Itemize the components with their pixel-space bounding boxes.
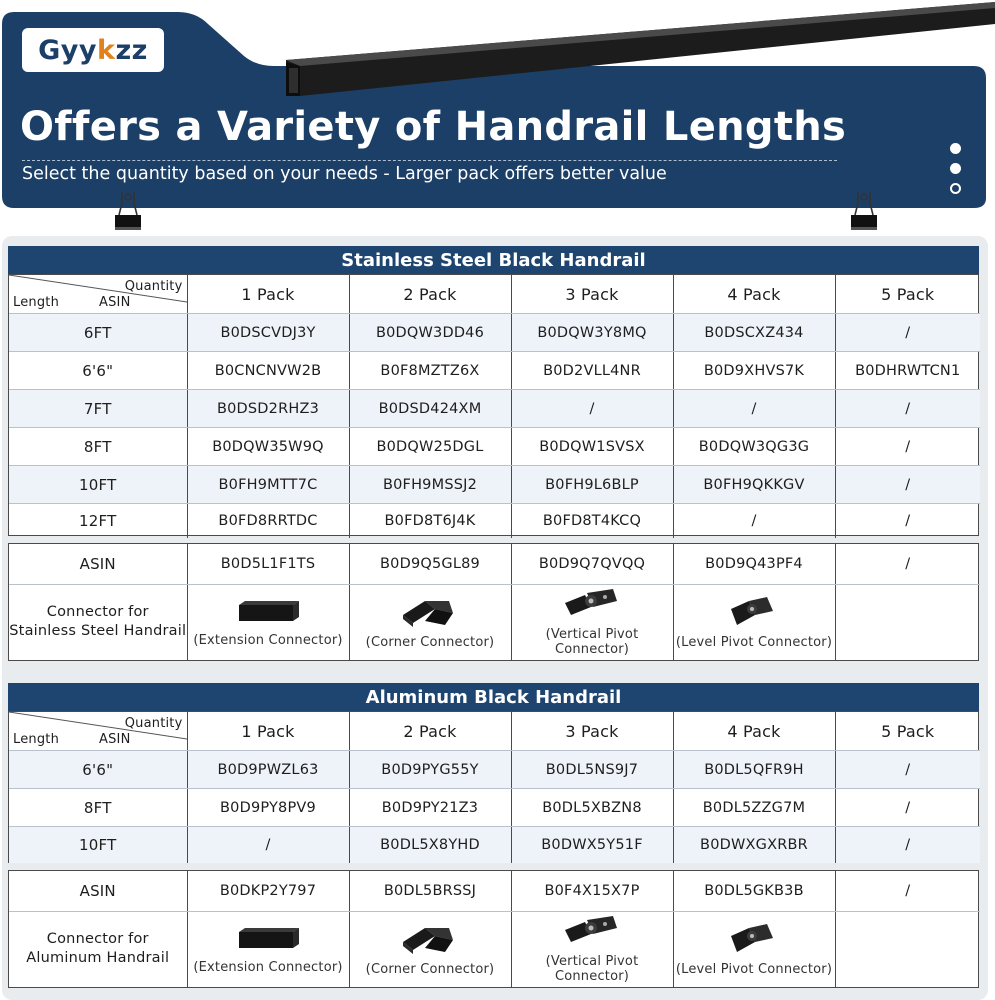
connector-caption: (Level Pivot Connector)	[675, 634, 833, 650]
asin-header: ASIN	[99, 295, 131, 310]
asin-cell[interactable]: B0DWXGXRBR	[673, 827, 835, 863]
asin-cell[interactable]: B0D2VLL4NR	[511, 352, 673, 390]
pack-header: 4 Pack	[673, 712, 835, 751]
connector-label-line: Connector for	[46, 931, 149, 948]
length-cell: 8FT	[9, 428, 187, 466]
length-cell: 10FT	[9, 827, 187, 863]
page-subtitle: Select the quantity based on your needs - Larger pack offers better value	[22, 164, 667, 184]
asin-cell[interactable]: B0DQW1SVSX	[511, 428, 673, 466]
asin-cell: /	[835, 314, 980, 352]
asin-cell[interactable]: B0D9Q7QVQQ	[511, 544, 673, 584]
connector-cell	[673, 911, 835, 987]
banner	[0, 0, 995, 235]
connector-cell	[511, 584, 673, 660]
stainless-connector-table	[8, 543, 979, 661]
pack-header: 1 Pack	[187, 275, 349, 314]
corner-connector-icon	[395, 922, 465, 956]
connector-asin-label: ASIN	[9, 871, 187, 911]
asin-cell[interactable]: B0CNCNVW2B	[187, 352, 349, 390]
length-cell: 6FT	[9, 314, 187, 352]
table-row	[9, 584, 980, 660]
pack-header: 2 Pack	[349, 712, 511, 751]
length-cell: 7FT	[9, 390, 187, 428]
connector-cell	[349, 911, 511, 987]
page-title: Offers a Variety of Handrail Lengths	[20, 104, 847, 150]
asin-cell[interactable]: B0DL5BRSSJ	[349, 871, 511, 911]
asin-cell: /	[905, 512, 911, 529]
carousel-dot-2[interactable]	[950, 163, 961, 174]
asin-cell[interactable]: B0FD8T4KCQ	[511, 504, 673, 538]
length-header: Length	[13, 732, 60, 747]
carousel-dot-3[interactable]	[950, 183, 961, 194]
asin-cell[interactable]: B0D9Q43PF4	[673, 544, 835, 584]
asin-cell[interactable]: B0DSCVDJ3Y	[187, 314, 349, 352]
table-row	[9, 544, 980, 584]
extension-connector-icon	[233, 597, 303, 627]
connector-caption: (Vertical Pivot Connector)	[545, 954, 639, 985]
asin-cell[interactable]: B0DQW3QG3G	[673, 428, 835, 466]
connector-caption: (Extension Connector)	[193, 959, 343, 975]
connector-cell	[673, 584, 835, 660]
asin-cell[interactable]: B0DQW3Y8MQ	[511, 314, 673, 352]
asin-cell[interactable]: B0D9XHVS7K	[673, 352, 835, 390]
asin-cell: /	[511, 390, 673, 428]
connector-caption: (Extension Connector)	[193, 632, 343, 648]
table-row	[9, 314, 980, 352]
connector-label-line: Stainless Steel Handrail	[9, 623, 187, 640]
corner-connector-icon	[395, 595, 465, 629]
asin-cell[interactable]: B0DL5X8YHD	[349, 827, 511, 863]
quantity-header: Quantity	[124, 279, 183, 294]
asin-cell: /	[835, 827, 980, 863]
asin-cell[interactable]: B0D9PWZL63	[187, 751, 349, 789]
level-pivot-connector-icon	[719, 922, 789, 956]
asin-cell[interactable]: B0D9PY8PV9	[187, 789, 349, 827]
asin-cell: /	[673, 390, 835, 428]
connector-row-label	[9, 911, 187, 987]
table-header-row	[9, 712, 980, 751]
asin-cell: /	[673, 504, 835, 538]
asin-cell[interactable]: B0FH9L6BLP	[511, 466, 673, 504]
pack-header: 5 Pack	[835, 712, 980, 751]
length-header: Length	[13, 295, 60, 310]
asin-header: ASIN	[99, 732, 131, 747]
asin-cell[interactable]: B0FH9MTT7C	[187, 466, 349, 504]
vertical-pivot-connector-icon	[557, 914, 627, 948]
asin-cell[interactable]: B0F8MZTZ6X	[349, 352, 511, 390]
asin-cell: /	[835, 466, 980, 504]
asin-cell[interactable]: B0DL5NS9J7	[511, 751, 673, 789]
asin-cell: /	[835, 789, 980, 827]
asin-cell[interactable]: B0DL5GKB3B	[673, 871, 835, 911]
pack-header: 3 Pack	[511, 712, 673, 751]
asin-cell[interactable]: B0DSD2RHZ3	[187, 390, 349, 428]
connector-label-line: Connector for	[46, 604, 149, 621]
extension-connector-icon	[233, 924, 303, 954]
asin-cell[interactable]: B0DL5ZZG7M	[673, 789, 835, 827]
connector-cell	[187, 584, 349, 660]
table-row	[9, 466, 980, 504]
asin-cell[interactable]: B0F4X15X7P	[511, 871, 673, 911]
stainless-section-title: Stainless Steel Black Handrail	[8, 246, 979, 274]
length-cell: 12FT	[9, 504, 187, 538]
length-cell: 6'6"	[9, 352, 187, 390]
asin-cell[interactable]: B0D9PYG55Y	[349, 751, 511, 789]
brand-logo: Gyy k zz	[22, 28, 164, 72]
stainless-asin-table	[8, 274, 979, 536]
table-row	[9, 911, 980, 987]
quantity-header: Quantity	[124, 716, 183, 731]
asin-cell[interactable]: B0D9Q5GL89	[349, 544, 511, 584]
asin-cell[interactable]: B0DQW35W9Q	[187, 428, 349, 466]
table-row	[9, 428, 980, 466]
asin-cell: /	[835, 751, 980, 789]
asin-cell[interactable]: B0D5L1F1TS	[187, 544, 349, 584]
asin-cell[interactable]: B0DL5XBZN8	[511, 789, 673, 827]
table-row	[9, 390, 980, 428]
asin-cell: /	[835, 544, 980, 584]
asin-cell[interactable]: B0FH9QKKGV	[673, 466, 835, 504]
connector-caption: (Vertical Pivot Connector)	[545, 627, 639, 658]
binder-clip-icon	[849, 191, 879, 241]
table-corner-header	[9, 712, 187, 751]
length-cell: 8FT	[9, 789, 187, 827]
asin-cell[interactable]: B0D9PY21Z3	[349, 789, 511, 827]
table-row	[9, 751, 980, 789]
connector-cell	[187, 911, 349, 987]
asin-cell[interactable]: B0DQW25DGL	[349, 428, 511, 466]
level-pivot-connector-icon	[719, 595, 789, 629]
table-corner-header	[9, 275, 187, 314]
table-row	[9, 352, 980, 390]
length-cell: 10FT	[9, 466, 187, 504]
pack-header: 1 Pack	[187, 712, 349, 751]
asin-cell[interactable]: B0DSCXZ434	[673, 314, 835, 352]
aluminum-asin-table	[8, 711, 979, 863]
binder-clip-icon	[113, 191, 143, 241]
asin-cell[interactable]: B0DWX5Y51F	[511, 827, 673, 863]
asin-cell: /	[835, 428, 980, 466]
length-cell: 6'6"	[9, 751, 187, 789]
table-row	[9, 827, 980, 863]
aluminum-connector-table	[8, 870, 979, 988]
connector-cell-empty	[835, 584, 980, 660]
table-row	[9, 789, 980, 827]
vertical-pivot-connector-icon	[557, 587, 627, 621]
connector-row-label	[9, 584, 187, 660]
aluminum-section-title: Aluminum Black Handrail	[8, 683, 979, 711]
pack-header: 4 Pack	[673, 275, 835, 314]
asin-cell[interactable]: B0DQW3DD46	[349, 314, 511, 352]
asin-cell[interactable]: B0DL5QFR9H	[673, 751, 835, 789]
connector-asin-label: ASIN	[9, 544, 187, 584]
table-header-row	[9, 275, 980, 314]
pack-header: 5 Pack	[835, 275, 980, 314]
pack-header: 2 Pack	[349, 275, 511, 314]
table-row	[9, 871, 980, 911]
asin-cell: /	[835, 390, 980, 428]
carousel-dot-1[interactable]	[950, 143, 961, 154]
asin-cell[interactable]: B0DKP2Y797	[187, 871, 349, 911]
pack-header: 3 Pack	[511, 275, 673, 314]
asin-cell[interactable]: B0FD8RRTDC	[187, 504, 349, 538]
asin-cell[interactable]: B0DSD424XM	[349, 390, 511, 428]
connector-caption: (Corner Connector)	[365, 634, 495, 650]
connector-caption: (Corner Connector)	[365, 961, 495, 977]
title-divider	[22, 160, 837, 161]
connector-cell	[349, 584, 511, 660]
connector-cell	[511, 911, 673, 987]
connector-cell-empty	[835, 911, 980, 987]
connector-label-line: Aluminum Handrail	[26, 950, 170, 967]
asin-cell[interactable]: B0DHRWTCN1	[835, 352, 980, 390]
asin-cell: /	[187, 827, 349, 863]
table-row	[9, 504, 980, 538]
asin-cell[interactable]: B0FD8T6J4K	[349, 504, 511, 538]
connector-caption: (Level Pivot Connector)	[675, 961, 833, 977]
asin-cell[interactable]: B0FH9MSSJ2	[349, 466, 511, 504]
asin-cell: /	[835, 871, 980, 911]
